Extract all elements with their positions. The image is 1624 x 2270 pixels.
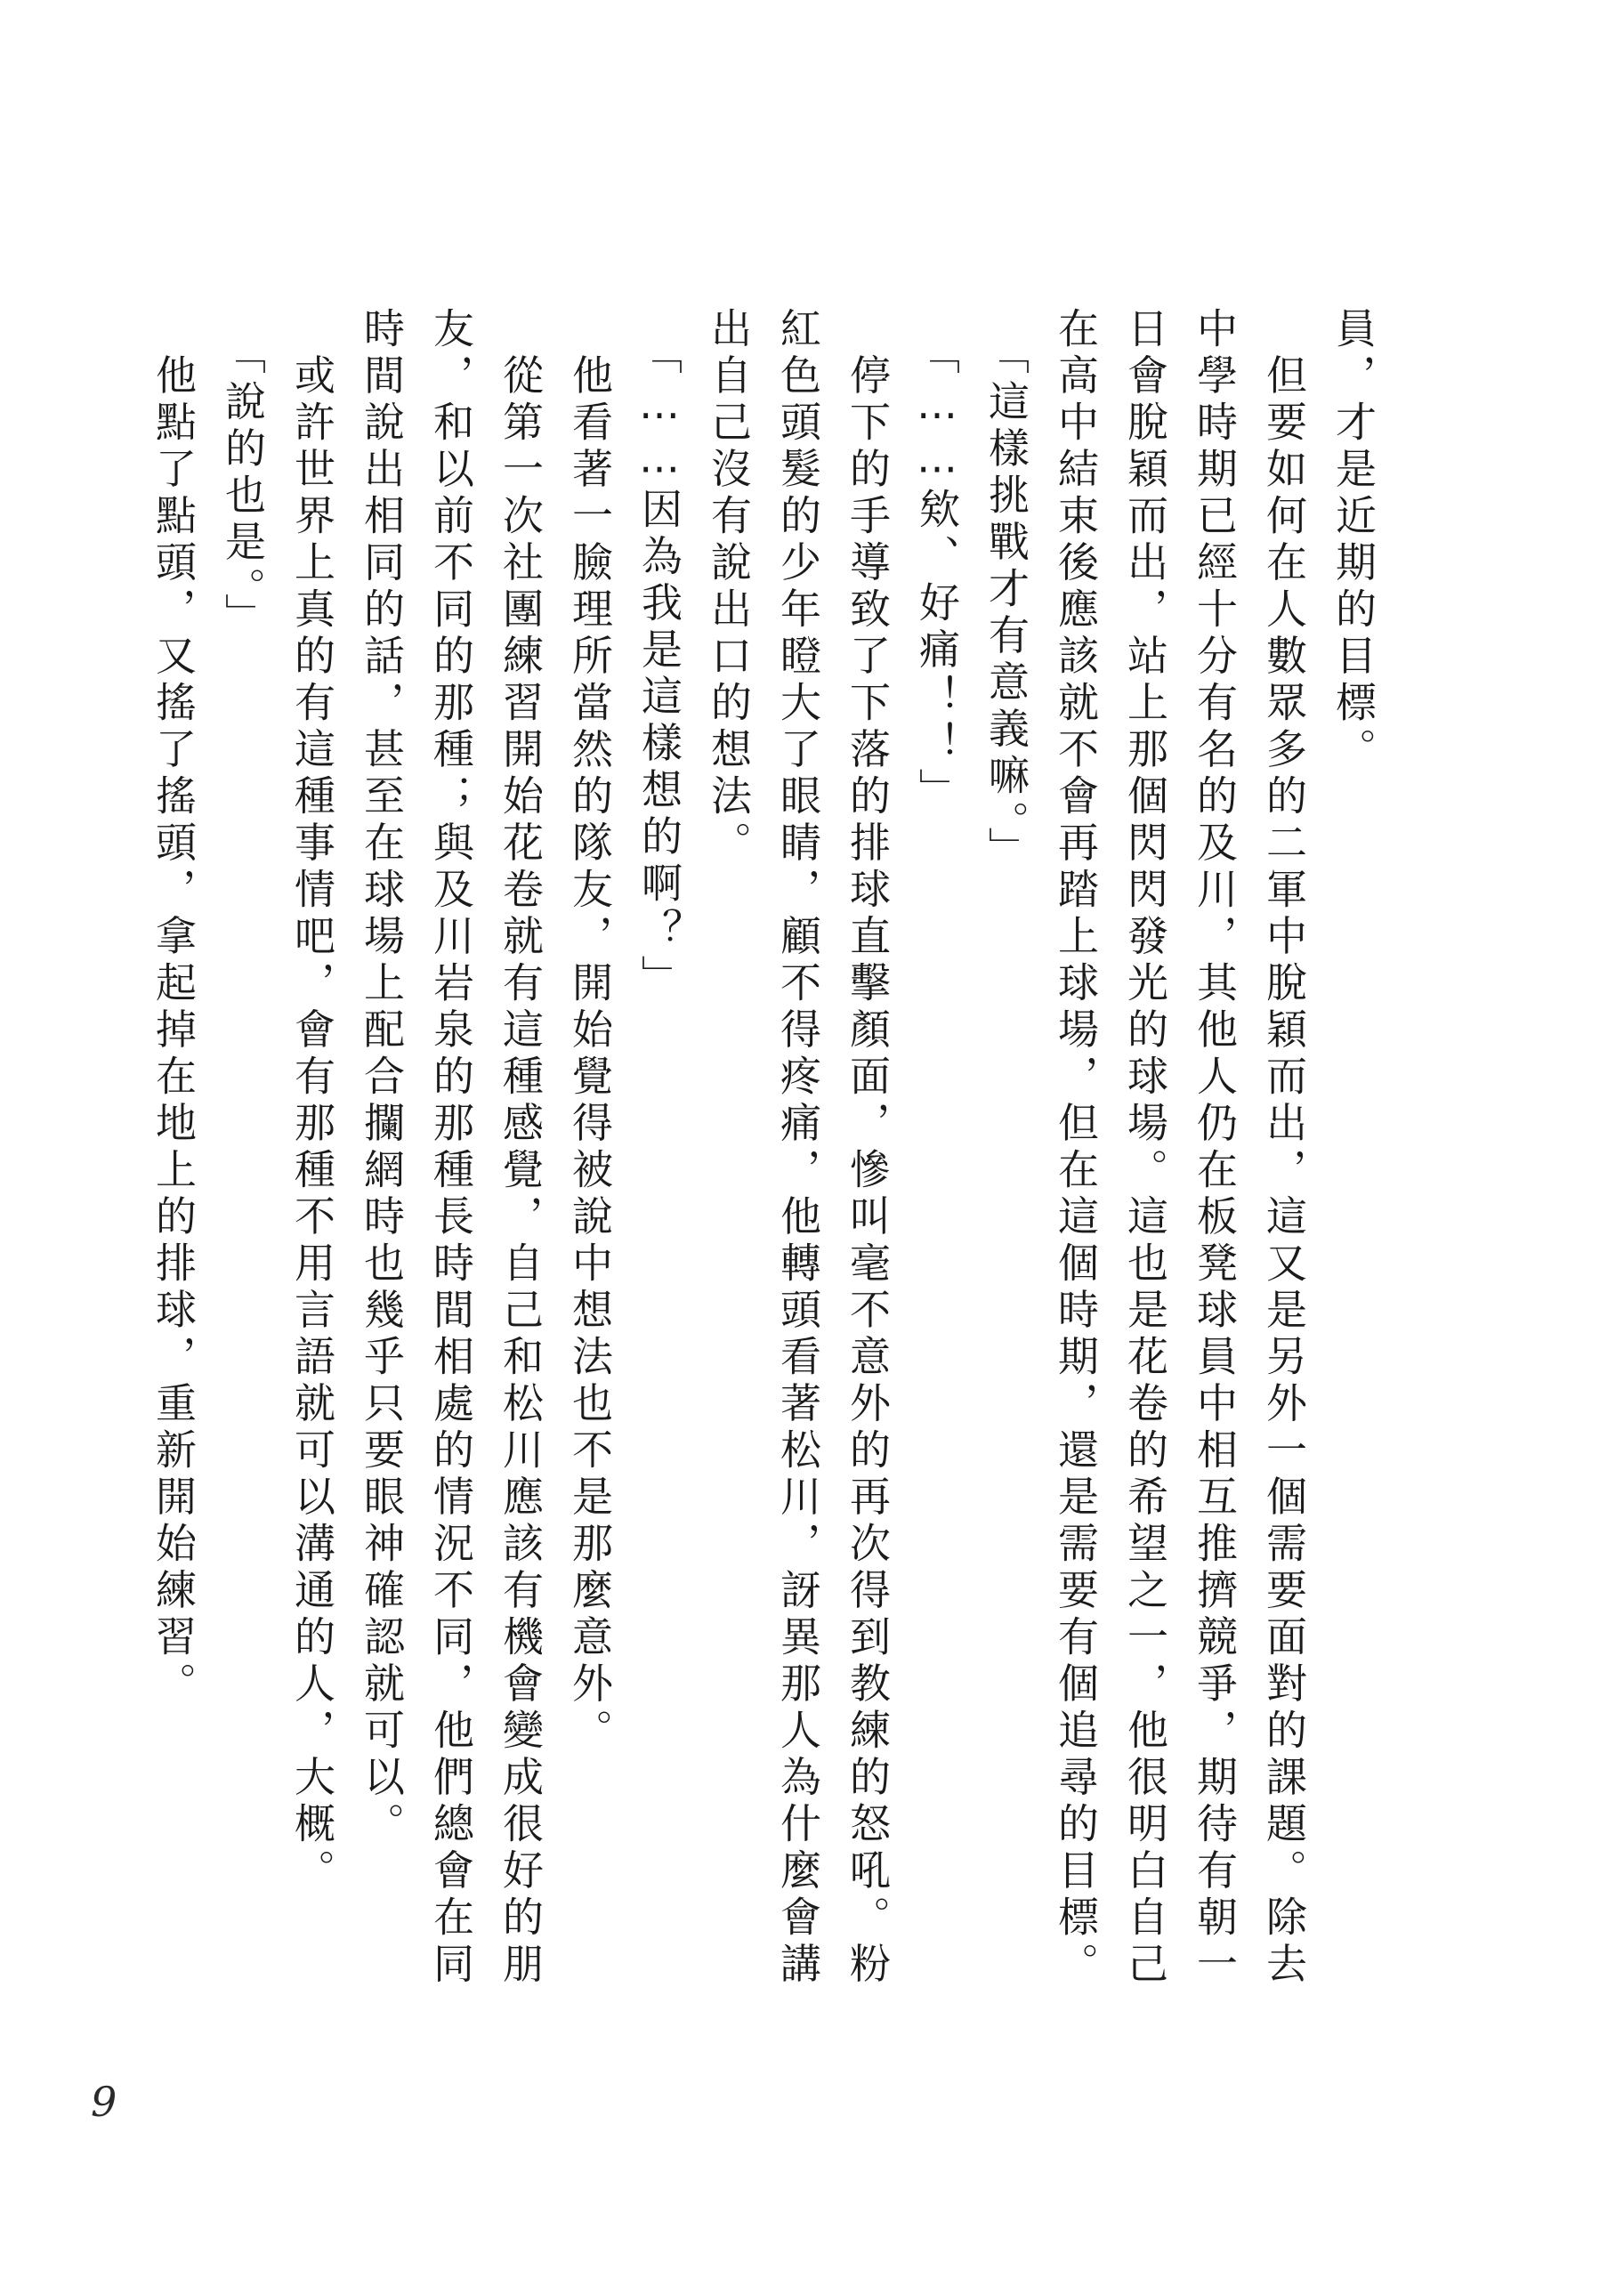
paragraph-6: 「……因為我是這樣想的啊？」 [635,307,683,1002]
vertical-text-body [149,307,1388,2016]
paragraph-8: 從第一次社團練習開始花卷就有這種感覺，自己和松川應該有機會變成很好的朋友，和以前不同的那種；與及川岩泉的那種長時間相處的情況不同，他們總會在同時間說出相同的話，甚至在球場上配合攔網時也幾乎只要眼神確認就可以。 [358,307,545,1989]
paragraph-10: 「說的也是。」 [219,307,267,640]
paragraph-9: 或許世界上真的有這種事情吧，會有那種不用言語就可以溝通的人，大概。 [288,307,336,1895]
paragraph-3: 「這樣挑戰才有意義嘛。」 [982,307,1030,874]
paragraph-1: 員，才是近期的目標。 [1329,307,1378,774]
paragraph-4: 「……欸、好痛！！」 [913,307,961,815]
paragraph-11: 他點了點頭，又搖了搖頭，拿起掉在地上的排球，重新開始練習。 [149,307,198,1709]
paragraph-5: 停下的手導致了下落的排球直擊顏面，慘叫毫不意外的再次得到教練的怒吼。粉紅色頭髮的少年瞪大了眼睛，顧不得疼痛，他轉頭看著松川，訝異那人為什麼會講出自己沒有說出口的想法。 [705,307,892,1989]
paragraph-2: 但要如何在人數眾多的二軍中脫穎而出，這又是另外一個需要面對的課題。除去中學時期已經十分有名的及川，其他人仍在板凳球員中相互推擠競爭，期待有朝一日會脫穎而出，站上那個閃閃發光的球場。這也是花卷的希望之一，他很明白自己在高中結束後應該就不會再踏上球場，但在這個時期，還是需要有個追尋的目標。 [1052,307,1308,1989]
paragraph-7: 他看著一臉理所當然的隊友，開始覺得被說中想法也不是那麼意外。 [566,307,614,1756]
page-number: 9 [91,2078,117,2126]
